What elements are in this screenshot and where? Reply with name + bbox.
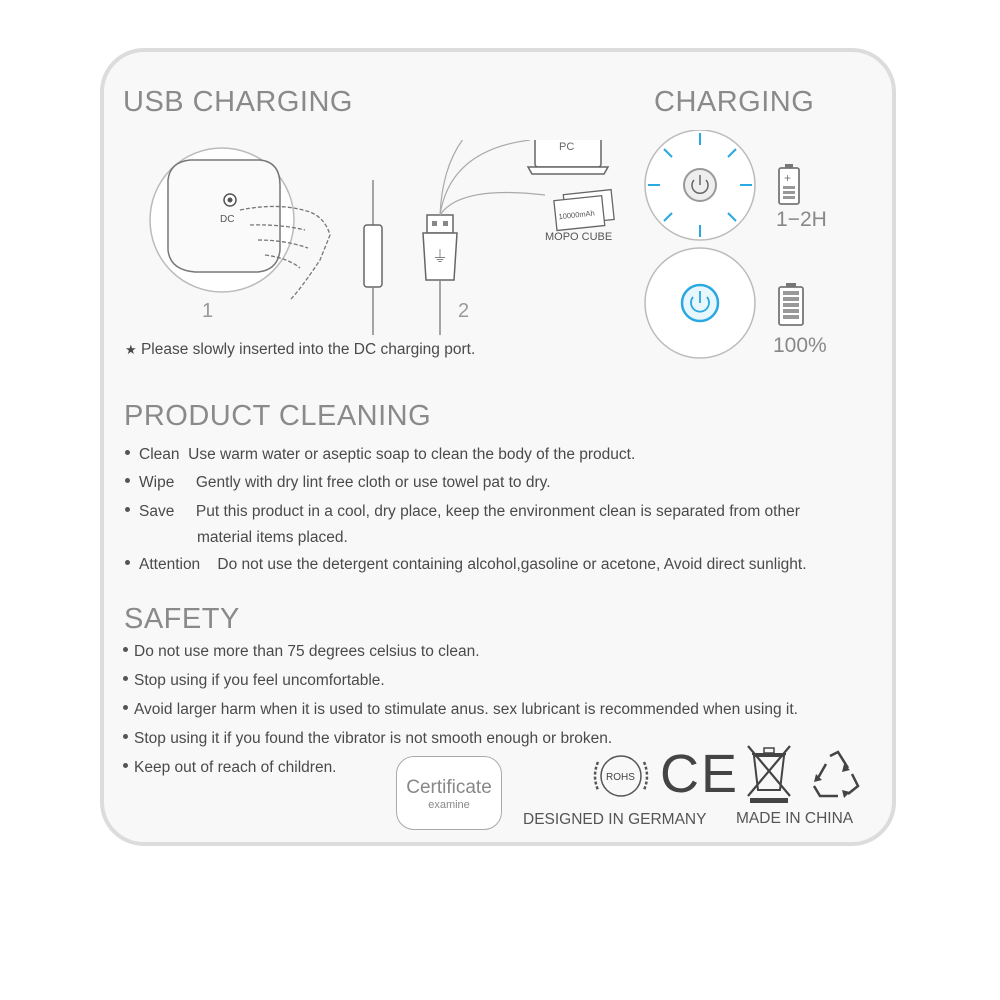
safety-item: Stop using it if you found the vibrator is not smooth enough or broken. [123,730,612,748]
dc-port-note [125,341,475,359]
svg-text:+: + [784,171,792,185]
cleaning-item-save-line2: material items placed. [197,529,348,546]
charging-title: CHARGING [654,86,815,118]
powerbank-label: 10000mAh [558,208,596,222]
rohs-seal-icon [590,748,652,804]
usb-charging-illustration [140,140,640,350]
rohs-label: ROHS [606,772,635,783]
safety-title: SAFETY [124,603,240,635]
cleaning-text: Put this product in a cool, dry place, keep the environment clean is separated from other [195,503,800,520]
dc-port-note-text: Please slowly inserted into the DC charging port. [140,341,476,358]
battery-charging-icon [779,164,799,204]
designed-in-germany: DESIGNED IN GERMANY [523,811,707,828]
cleaning-term: Wipe [139,474,175,491]
safety-item: Stop using if you feel uncomfortable. [123,672,385,690]
cleaning-item-save [125,503,800,521]
usb-plug-icon [427,215,453,233]
certificate-badge [396,756,502,830]
charged-percent: 100% [773,334,827,357]
weee-bin-icon [744,742,794,804]
ce-mark-icon: CE [660,744,740,804]
battery-full-icon [779,283,803,325]
cable-to-powerbank [440,193,545,216]
pc-label: PC [559,141,575,153]
powerbank-icon [553,190,614,231]
examine-label: examine [428,799,470,811]
safety-item: Do not use more than 75 degrees celsius to clean. [123,643,480,661]
cleaning-term: Attention [139,556,201,573]
cleaning-term: Clean [139,446,180,463]
made-in-china: MADE IN CHINA [736,810,854,827]
svg-text:⏚: ⏚ [432,249,449,266]
safety-item: Avoid larger harm when it is used to stimulate anus. sex lubricant is recommended when using it. [123,701,798,719]
cleaning-term: Save [139,503,175,520]
product-cleaning-title: PRODUCT CLEANING [124,400,432,432]
star-icon: ★ [125,342,137,357]
cleaning-text: Do not use the detergent containing alcohol,gasoline or acetone, Avoid direct sunlight. [217,556,807,573]
charging-time: 1−2H [776,208,827,231]
cleaning-text: Gently with dry lint free cloth or use towel pat to dry. [195,474,551,491]
dc-plug-icon [364,225,382,287]
cable-to-adapter [440,140,550,215]
cleaning-item-clean [125,446,635,464]
cable-to-pc [440,140,530,215]
safety-item: Keep out of reach of children. [123,759,337,777]
mopo-cube-label: MOPO CUBE [545,231,613,243]
step-2-label: 2 [458,300,470,322]
cleaning-item-wipe [125,474,551,492]
recycle-icon [808,748,864,802]
dc-label: DC [220,214,235,225]
step-1-label: 1 [202,300,214,322]
cleaning-text: Use warm water or aseptic soap to clean the body of the product. [188,446,636,463]
cleaning-item-attention [125,556,807,574]
usb-charging-title: USB CHARGING [123,86,353,118]
certificate-label: Certificate [406,777,492,798]
